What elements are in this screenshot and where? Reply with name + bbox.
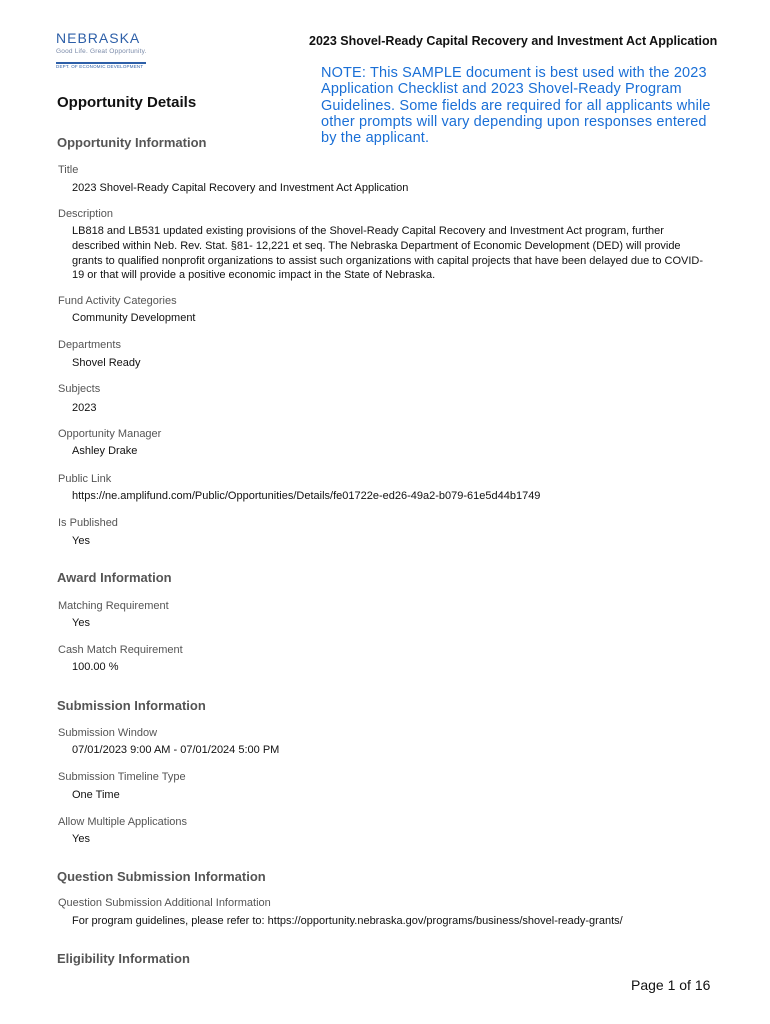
fund-activity-categories-value: Community Development [72, 312, 196, 324]
document-header-title: 2023 Shovel-Ready Capital Recovery and Investment Act Application [309, 34, 718, 48]
sample-note: NOTE: This SAMPLE document is best used with the 2023 Application Checklist and 2023 Shovel-Ready Program Guidelines. Some fields are required for all applicants while other prompts will vary depending upon responses entered by the applicant. [321, 65, 711, 147]
public-link-label: Public Link [58, 473, 112, 485]
matching-requirement-value: Yes [72, 617, 90, 629]
cash-match-requirement-value: 100.00 % [72, 661, 119, 673]
section-heading-eligibility-information: Eligibility Information [57, 951, 190, 966]
logo-tagline: Good Life. Great Opportunity. [56, 48, 147, 55]
page-title: Opportunity Details [57, 94, 197, 111]
allow-multiple-applications-value: Yes [72, 833, 90, 845]
public-link-value[interactable]: https://ne.amplifund.com/Public/Opportunities/Details/fe01722e-ed26-49a2-b079-61e5d44b1749 [72, 490, 541, 502]
is-published-value: Yes [72, 535, 90, 547]
description-label: Description [58, 208, 114, 220]
departments-label: Departments [58, 339, 121, 351]
subjects-value: 2023 [72, 402, 97, 414]
matching-requirement-label: Matching Requirement [58, 600, 169, 612]
submission-window-value: 07/01/2023 9:00 AM - 07/01/2024 5:00 PM [72, 744, 280, 756]
logo-wordmark: NEBRASKA [56, 30, 141, 46]
cash-match-requirement-label: Cash Match Requirement [58, 644, 183, 656]
title-label: Title [58, 164, 79, 176]
question-submission-additional-value: For program guidelines, please refer to: https://opportunity.nebraska.gov/programs/business/shovel-ready-grants/ [72, 915, 623, 927]
title-value: 2023 Shovel-Ready Capital Recovery and Investment Act Application [72, 182, 409, 194]
submission-window-label: Submission Window [58, 727, 158, 739]
description-value: LB818 and LB531 updated existing provisions of the Shovel-Ready Capital Recovery and Investment Act program, further described within Neb. Rev. Stat. §81- 12,221 et seq. The Nebraska Department of Economic Development (DED) will provide grants to qualified nonprofit organizations to assist such organizations with capital projects that have been delayed due to COVID-19 or that will provide a positive economic impact in the State of Nebraska. [72, 225, 704, 282]
opportunity-manager-label: Opportunity Manager [58, 428, 162, 440]
section-heading-award-information: Award Information [57, 570, 172, 585]
submission-timeline-type-value: One Time [72, 789, 120, 801]
section-heading-opportunity-information: Opportunity Information [57, 135, 207, 150]
nebraska-logo [56, 30, 166, 72]
subjects-label: Subjects [58, 383, 101, 395]
section-heading-question-submission-information: Question Submission Information [57, 869, 266, 884]
fund-activity-categories-label: Fund Activity Categories [58, 295, 177, 307]
submission-timeline-type-label: Submission Timeline Type [58, 771, 186, 783]
allow-multiple-applications-label: Allow Multiple Applications [58, 816, 188, 828]
page-number: Page 1 of 16 [631, 977, 711, 993]
departments-value: Shovel Ready [72, 357, 141, 369]
is-published-label: Is Published [58, 517, 118, 529]
question-submission-additional-label: Question Submission Additional Information [58, 897, 271, 909]
section-heading-submission-information: Submission Information [57, 698, 206, 713]
opportunity-manager-value: Ashley Drake [72, 445, 138, 457]
logo-department: DEPT. OF ECONOMIC DEVELOPMENT [56, 64, 144, 69]
